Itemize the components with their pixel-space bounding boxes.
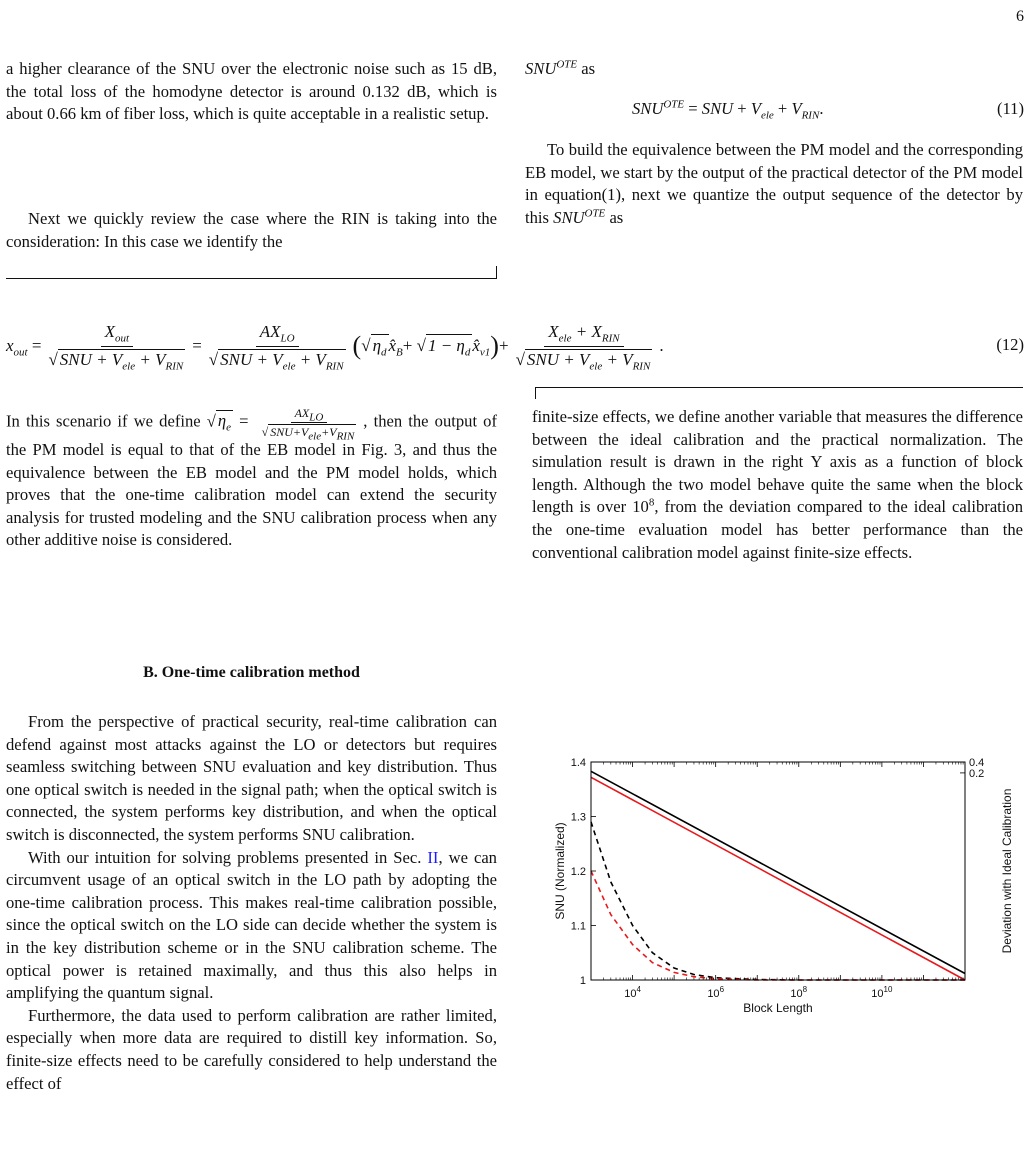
left-column-mid <box>6 406 497 552</box>
paragraph: In this scenario if we define √ $\eta_e$ = $\frac{AX_{LO}}{√ SNU+V_{ele}+V_{RIN}}$ , then the output of the PM model is equal to that of the EB model in Fig. 3, and thus the equivalence between the EB model and the PM model holds, which proves that the one-time calibration model can extend the security analysis for trusted modeling and the SNU calibration process when any other additive noise is considered. <box>6 406 498 550</box>
paragraph: With our intuition for solving problems presented in Sec. II, we can circumvent usage of an optical switch in the LO path by adopting the one-time calibration process. This makes real-time calibration possible, since the optical switch on the LO side can decide whether the system is in the key distribution scheme or in the SNU calibration scheme. The optical power is retained maximally, and thus this also helps in amplifying the quantum signal. <box>6 847 497 1003</box>
series-line-4 <box>591 871 965 980</box>
right-column-mid <box>532 406 1023 564</box>
y-left-tick-label: 1.1 <box>570 920 586 933</box>
page-number: 6 <box>1016 8 1024 25</box>
paragraph: From the perspective of practical security, real-time calibration can defend against most attacks against the LO or detectors but requires seamless switching between SNU evaluation and key distribution. Thus one optical switch is needed in the signal path; when the optical switch is connected, the system performs key distribution, and when the optical switch is disconnected, the system performs SNU calibration. <box>6 712 497 844</box>
left-column-top-2 <box>6 208 497 253</box>
y-left-tick-label: 1.2 <box>570 866 586 878</box>
equation-number: (12) <box>996 335 1024 354</box>
paragraph: To build the equivalence between the PM model and the corresponding EB model, we start by the output of the practical detector of the PM model in equation(1), next we quantize the output sequence of the detector by this $SNU^{OTE}$ as <box>525 140 1023 227</box>
equation-12: $x_{out}$ = $\frac{X_{out}}{√ SNU + V_{ele} + V_{RIN}}$ = $\frac{AX_{LO}}{√ SNU + V_{ele} + V_{RIN}}$ ( √ $\eta_d$ $x̂_B$ + √ $1 - \eta_d$ $x̂_{v1}$ ) + $\frac{X_{ele} + X_{RIN}}{√ SNU + V_{ele} + V_{RIN}}$ . <box>6 321 664 372</box>
y-axis-label-right: Deviation with Ideal Calibration <box>1000 788 1014 954</box>
paragraph: Furthermore, the data used to perform calibration are rather limited, especially when more data are required to distill key information. So, finite-size effects need to be carefully considered to help understand the effect of <box>6 1005 497 1093</box>
y-right-tick-label: 0.2 <box>969 767 985 780</box>
divider-rule <box>496 266 497 279</box>
paragraph: a higher clearance of the SNU over the electronic noise such as 15 dB, the total loss of the homodyne detector is around 0.132 dB, which is about 0.66 km of fiber loss, which is quite acceptable in a realistic setup. <box>6 59 497 124</box>
series-line-1 <box>591 771 965 973</box>
series-line-3 <box>591 822 965 980</box>
y-axis-label-left: SNU (Normalized) <box>553 822 567 920</box>
divider-rule <box>535 387 536 399</box>
x-tick-label: $10^4$ <box>624 985 641 1000</box>
snu-ote-lead: $SNU^{OTE}$ as <box>525 58 596 78</box>
y-right-tick-label: 0.4 <box>969 757 985 769</box>
plot-frame <box>591 762 965 980</box>
divider-rule <box>6 278 497 279</box>
divider-rule <box>535 387 1023 388</box>
equation-11: $SNU^{OTE}$ = SNU + $V_{ele} + V_{RIN}$. <box>632 98 824 122</box>
equation-number: (11) <box>996 99 1024 118</box>
section-heading: B. One-time calibration method <box>143 664 360 681</box>
left-column-top <box>6 58 497 126</box>
snu-chart <box>540 750 1020 1045</box>
left-column-bottom <box>6 711 497 1095</box>
x-tick-label: $10^8$ <box>790 985 808 1000</box>
paragraph: finite-size effects, we define another variable that measures the difference between the ideal calibration and the practical normalization. The simulation result is drawn in the right Y axis as a function of block length. Although the two model behave quite the same when the block length is over $10^8$, from the deviation compared to the ideal calibration the one-time evaluation model has better performance than the conventional calibration model against finite-size effects. <box>532 407 1023 562</box>
y-left-tick-label: 1 <box>579 975 586 987</box>
section-ref-link[interactable]: II <box>427 847 439 867</box>
right-column-top <box>525 139 1023 229</box>
series-line-2 <box>591 777 965 980</box>
x-tick-label: $10^6$ <box>707 985 725 1000</box>
y-left-tick-label: 1.4 <box>570 757 586 769</box>
paragraph: Next we quickly review the case where the RIN is taking into the consideration: In this case we identify the <box>6 209 497 251</box>
y-left-tick-label: 1.3 <box>570 811 586 824</box>
x-tick-label: $10^{10}$ <box>871 985 893 1000</box>
x-axis-label: Block Length <box>743 1001 813 1015</box>
